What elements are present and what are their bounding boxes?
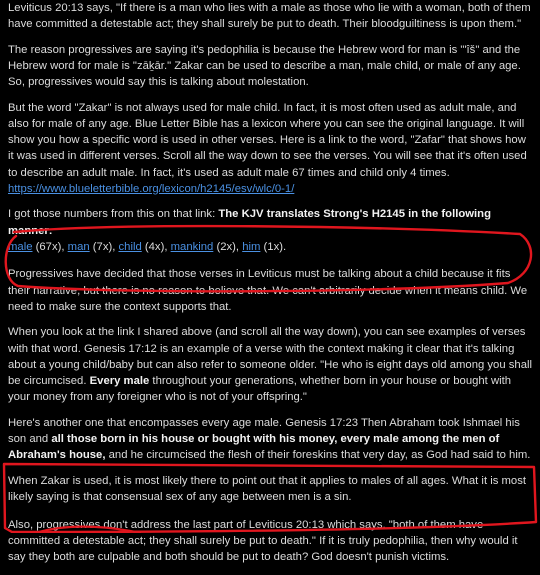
- genesis-17-23-text: Here's another one that encompasses every age male. Genesis 17:23 Then Abraham took Ishmael his son and: [8, 416, 520, 446]
- paragraph-zakar-usage: [8, 100, 534, 197]
- kjv-intro: I got those numbers from this on that link:: [8, 208, 219, 221]
- paragraph-kjv-counts: [8, 206, 534, 255]
- term-link-him[interactable]: him: [242, 240, 261, 253]
- paragraph-progressives-narrative: Progressives have decided that those verses in Leviticus must be talking about a child because it fits their narrative, but there is no reason to believe that. We can't arbitrarily decide when it means child. We need to make sure the context supports that.: [8, 268, 528, 313]
- genesis-17-23-emphasis: all those born in his house or bought with his money, every male among the men of Abraham's house,: [8, 433, 500, 462]
- term-count: (67x),: [32, 240, 68, 253]
- genesis-17-23-text-end: and he circumcised the flesh of their foreskins that very day, as God had said to him.: [105, 449, 531, 462]
- paragraph-zakar-conclusion: When Zakar is used, it is most likely there to point out that it applies to males of all ages. What it is most likely saying is that consensual sex of any age between men is a sin.: [8, 474, 526, 504]
- term-link-mankind[interactable]: mankind: [170, 240, 214, 253]
- blueletterbible-link[interactable]: https://www.blueletterbible.org/lexicon/h2145/esv/wlc/0-1/: [8, 182, 295, 195]
- term-link-man[interactable]: man: [67, 240, 90, 253]
- term-count: (1x).: [260, 240, 287, 253]
- term-link-male[interactable]: male: [8, 240, 33, 253]
- paragraph-leviticus-quote: Leviticus 20:13 says, "If there is a man who lies with a male as those who lie with a woman, both of them have committed a detestable act; they shall surely be put to death. Their bloodguiltiness is upon them.": [8, 2, 531, 31]
- term-count: (4x),: [141, 240, 171, 253]
- genesis-17-12-text: When you look at the link I shared above (and scroll all the way down), you can see examples of verses with that word. Genesis 17:12 is an example of a verse with the context making it clear that it's talking about a young child/baby but can also refer to someone older. "He who is eight days old among you shall be circumcised.: [8, 326, 532, 388]
- paragraph-hebrew-words: The reason progressives are saying it's pedophilia is because the Hebrew word for man is "'îš" and the Hebrew word for male is "zāḵār." Zakar can be used to describe a man, male child, or male of any age. So, progressives would say this is talking about molestation.: [8, 43, 521, 89]
- paragraph-genesis-17-12: [8, 324, 534, 405]
- paragraph-culpability: Also, progressives don't address the last part of Leviticus 20:13 which says, "both of them have committed a detestable act; they shall surely be put to death." If it is truly pedophilia, then why would it say they both are culpable and both should be put to death? God doesn't punish victims.: [8, 518, 518, 564]
- term-count: (7x),: [89, 240, 119, 253]
- kjv-heading: The KJV translates Strong's H2145 in the following manner:: [8, 208, 491, 237]
- zakar-usage-text: But the word "Zakar" is not always used for male child. In fact, it is most often used as adult male, and also for male of any age. Blue Letter Bible has a lexicon where you can see the original language. It will show you how a specific word is used in other verses. Here is a link to the word, "Zafar" that shows how it was used in different verses. Scroll all the way down to see the verses. You will see that it's often used to describe an adult male. In fact, it's used as adult male 67 times and child only 4 times.: [8, 101, 527, 179]
- term-link-child[interactable]: child: [118, 240, 142, 253]
- term-count: (2x),: [213, 240, 243, 253]
- paragraph-genesis-17-23: [8, 415, 534, 464]
- genesis-17-12-text-end: throughout your generations, whether born in your house or bought with your money from any foreigner who is not of your offspring.": [8, 375, 512, 404]
- genesis-17-12-emphasis: Every male: [89, 375, 150, 388]
- post-body: [8, 0, 534, 575]
